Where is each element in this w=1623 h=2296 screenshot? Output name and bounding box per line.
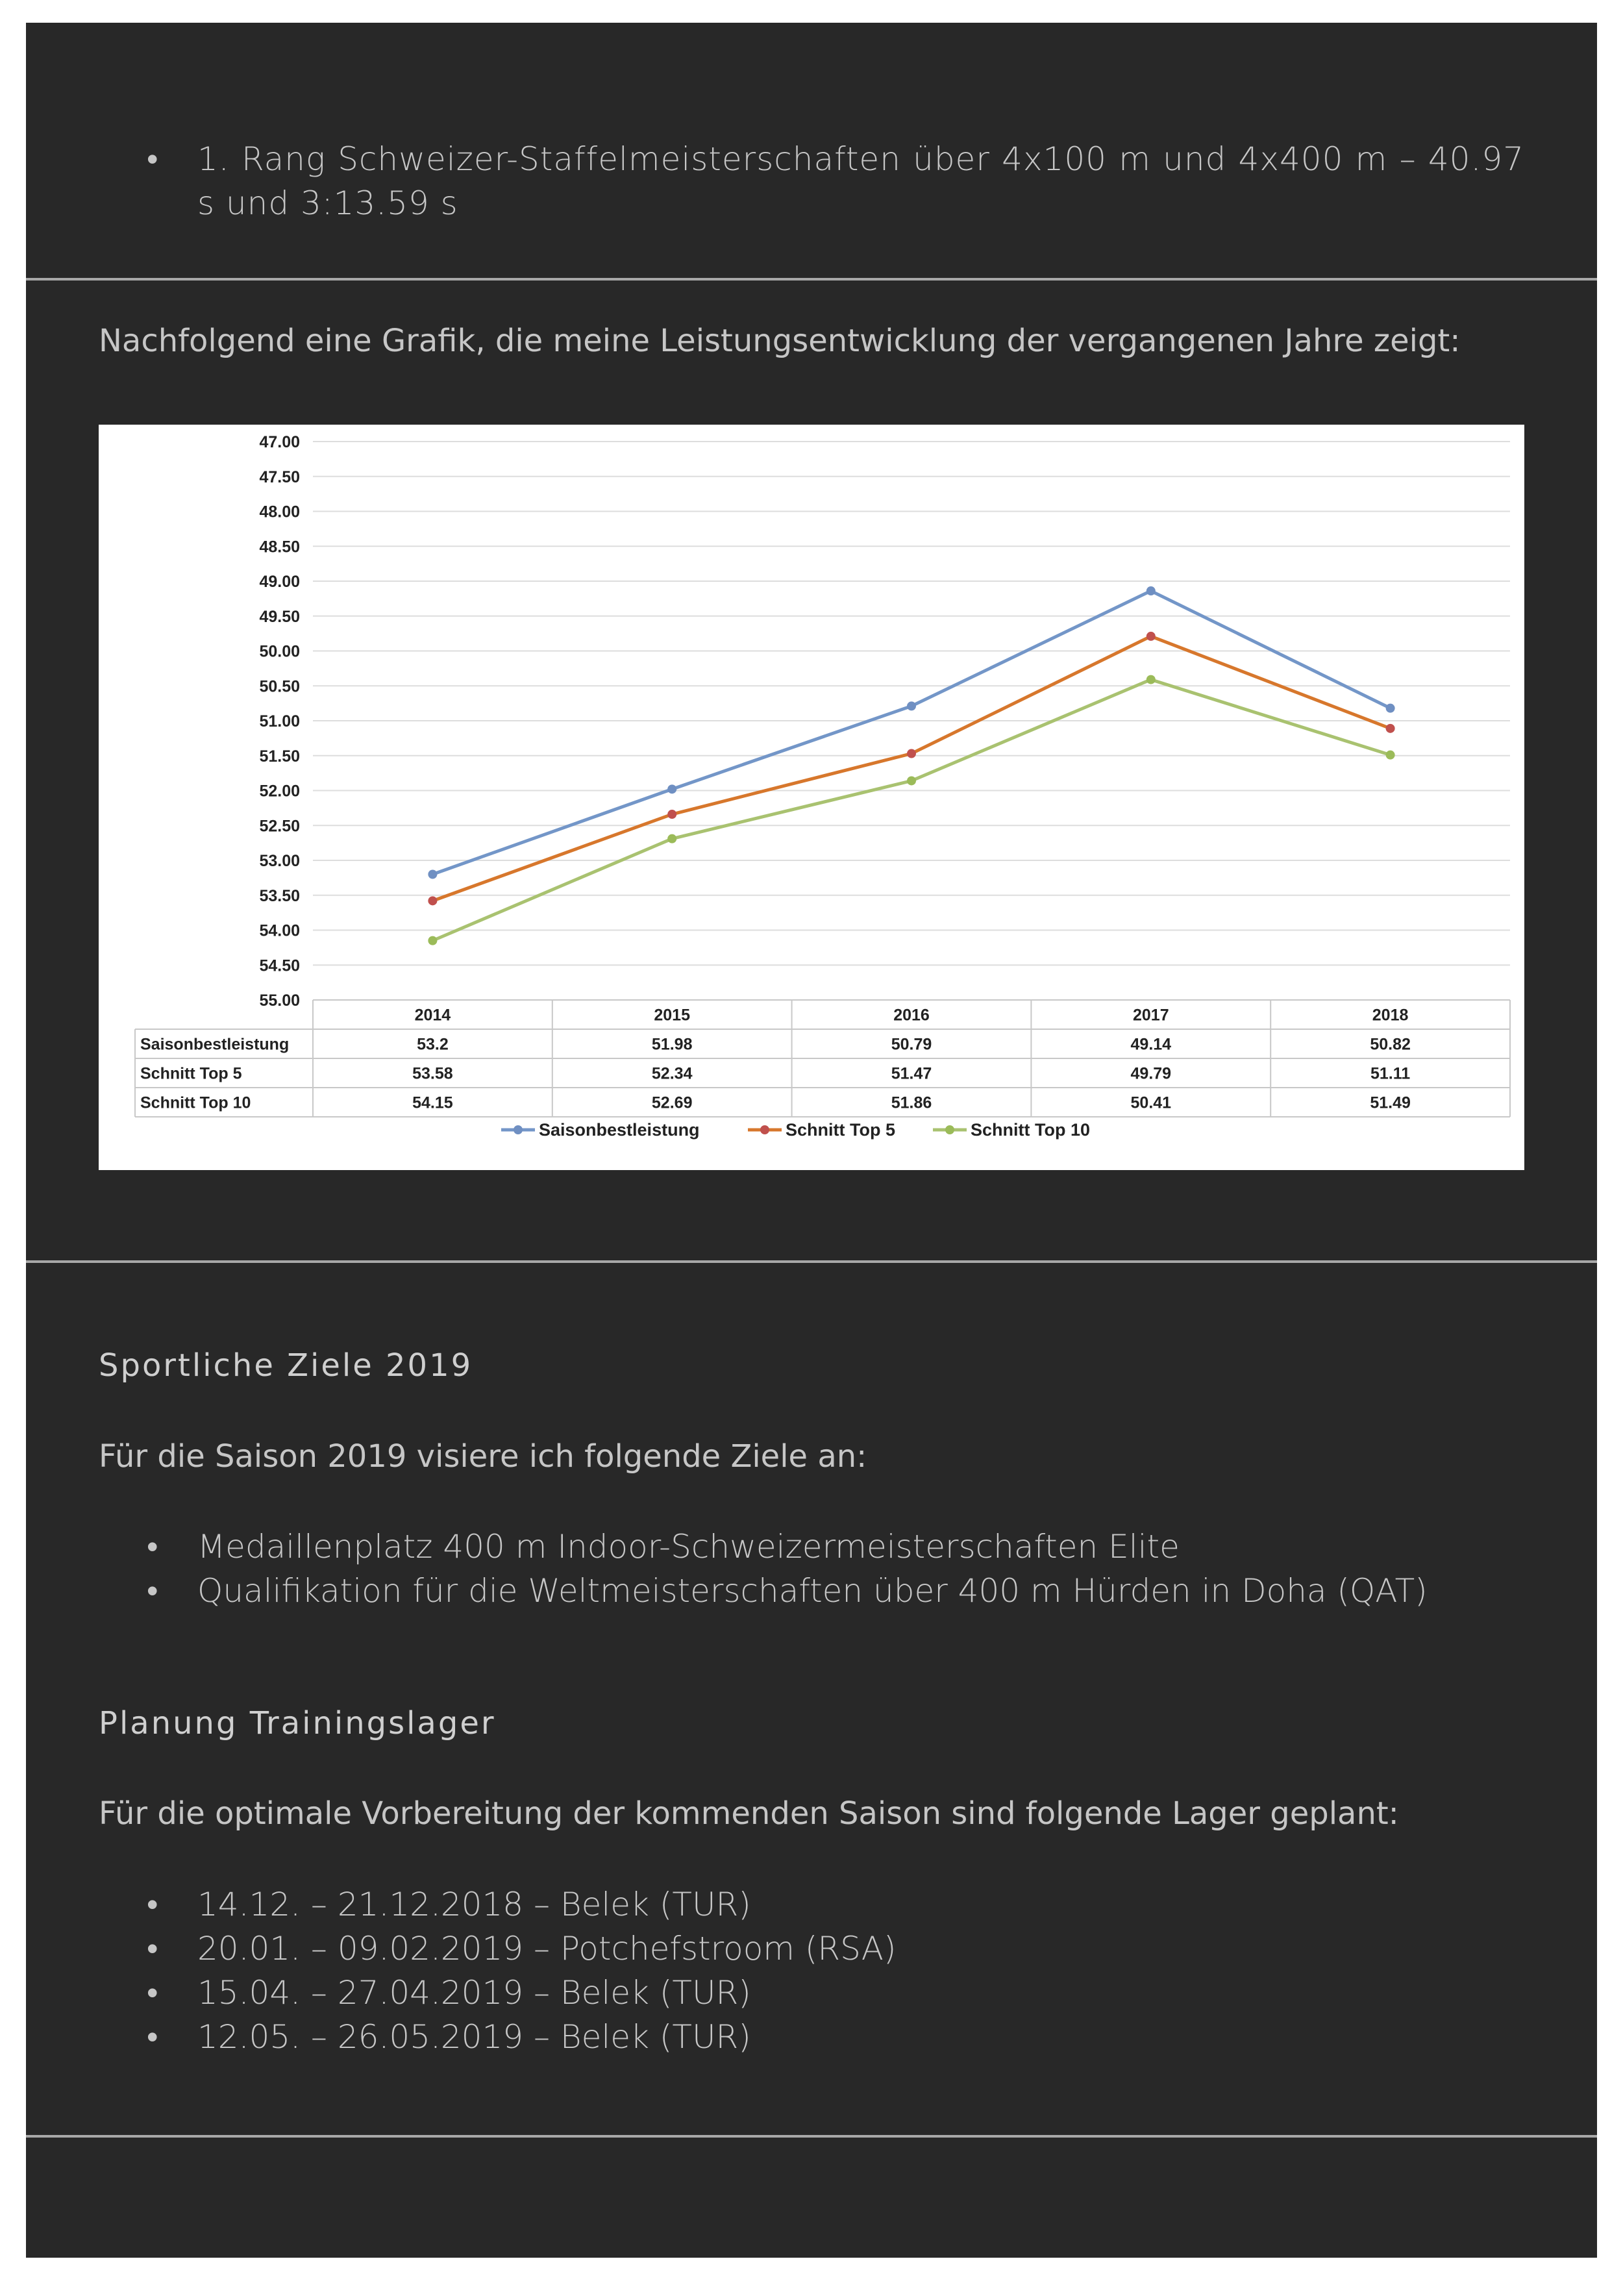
performance-chart [99, 425, 1524, 1170]
data-point [907, 701, 916, 710]
list-item: • 14.12. – 21.12.2018 – Belek (TUR) [26, 1882, 969, 1927]
goals-heading: Sportliche Ziele 2019 [99, 1347, 473, 1384]
x-category-label: 2016 [893, 1006, 930, 1025]
section-divider [26, 1260, 1597, 1263]
y-tick-label: 52.50 [259, 817, 300, 836]
legend-label: Schnitt Top 5 [786, 1120, 895, 1140]
data-point [428, 896, 437, 905]
chart-intro-text: Nachfolgend eine Grafik, die meine Leistungsentwicklung der vergangenen Jahre zeigt: [99, 323, 1461, 359]
table-cell-value: 50.79 [891, 1035, 932, 1054]
legend-marker [945, 1125, 954, 1134]
table-cell-value: 49.14 [1130, 1035, 1172, 1054]
legend-label: Schnitt Top 10 [971, 1120, 1091, 1140]
legend-marker [514, 1125, 523, 1134]
x-category-label: 2018 [1372, 1006, 1409, 1025]
table-cell-value: 50.41 [1130, 1093, 1172, 1112]
legend-marker [760, 1125, 769, 1134]
y-tick-label: 53.50 [259, 886, 300, 905]
camps-list [26, 1882, 969, 2059]
list-item: • 15.04. – 27.04.2019 – Belek (TUR) [26, 1971, 969, 2015]
y-tick-label: 47.00 [259, 433, 300, 451]
y-tick-label: 50.00 [259, 642, 300, 661]
results-list [26, 137, 1597, 225]
camps-heading: Planung Trainingslager [99, 1705, 496, 1741]
chart-svg [99, 425, 1524, 1170]
table-cell-value: 51.11 [1370, 1064, 1411, 1083]
data-point [1146, 675, 1156, 684]
data-point [907, 776, 916, 785]
series-line [432, 636, 1390, 901]
table-cell-value: 51.49 [1370, 1093, 1411, 1112]
table-cell-value: 53.2 [417, 1035, 449, 1054]
y-tick-label: 50.50 [259, 677, 300, 696]
y-tick-label: 48.00 [259, 503, 300, 521]
list-item: • 20.01. – 09.02.2019 – Potchefstroom (RSA) [26, 1927, 969, 1971]
x-category-label: 2014 [414, 1006, 451, 1025]
table-row-label: Schnitt Top 10 [140, 1093, 251, 1112]
y-tick-label: 49.50 [259, 607, 300, 626]
data-point [1386, 724, 1395, 733]
y-tick-label: 54.50 [259, 956, 300, 975]
data-point [1386, 704, 1395, 713]
data-point [667, 834, 676, 843]
y-tick-label: 51.00 [259, 712, 300, 730]
data-point [667, 784, 676, 793]
table-row-label: Schnitt Top 5 [140, 1064, 242, 1083]
section-divider [26, 2135, 1597, 2138]
y-tick-label: 49.00 [259, 573, 300, 591]
series-line [432, 591, 1390, 874]
table-cell-value: 51.47 [891, 1064, 932, 1083]
table-cell-value: 53.58 [412, 1064, 453, 1083]
data-point [1146, 586, 1156, 595]
table-cell-value: 52.69 [651, 1093, 693, 1112]
data-point [667, 810, 676, 819]
y-tick-label: 47.50 [259, 468, 300, 486]
legend-label: Saisonbestleistung [539, 1120, 700, 1140]
list-item: • 12.05. – 26.05.2019 – Belek (TUR) [26, 2015, 969, 2059]
y-tick-label: 48.50 [259, 538, 300, 556]
document-page [26, 23, 1597, 2258]
table-cell-value: 51.98 [651, 1035, 693, 1054]
y-tick-label: 52.00 [259, 782, 300, 801]
table-row-label: Saisonbestleistung [140, 1035, 290, 1054]
table-cell-value: 52.34 [651, 1064, 693, 1083]
list-item: • Qualifikation für die Weltmeisterschaften über 400 m Hürden in Doha (QAT) [26, 1569, 1500, 1613]
section-divider [26, 278, 1597, 281]
data-point [907, 749, 916, 758]
data-point [1146, 632, 1156, 641]
series-line [432, 680, 1390, 941]
list-item: • 1. Rang Schweizer-Staffelmeisterschaften über 4x100 m und 4x400 m – 40.97 s und 3:13.59 s [26, 137, 1597, 225]
x-category-label: 2017 [1132, 1006, 1169, 1025]
data-point [428, 870, 437, 879]
y-tick-label: 51.50 [259, 747, 300, 766]
y-tick-label: 55.00 [259, 992, 300, 1010]
camps-text: Für die optimale Vorbereitung der kommenden Saison sind folgende Lager geplant: [99, 1795, 1399, 1832]
table-cell-value: 54.15 [412, 1093, 453, 1112]
goals-text: Für die Saison 2019 visiere ich folgende Ziele an: [99, 1438, 867, 1475]
x-category-label: 2015 [654, 1006, 691, 1025]
data-point [428, 936, 437, 945]
table-cell-value: 51.86 [891, 1093, 932, 1112]
table-cell-value: 50.82 [1370, 1035, 1411, 1054]
table-cell-value: 49.79 [1130, 1064, 1172, 1083]
y-tick-label: 54.00 [259, 921, 300, 940]
list-item: • Medaillenplatz 400 m Indoor-Schweizermeisterschaften Elite [26, 1525, 1500, 1569]
y-tick-label: 53.00 [259, 852, 300, 870]
data-point [1386, 751, 1395, 760]
goals-list [26, 1525, 1500, 1613]
